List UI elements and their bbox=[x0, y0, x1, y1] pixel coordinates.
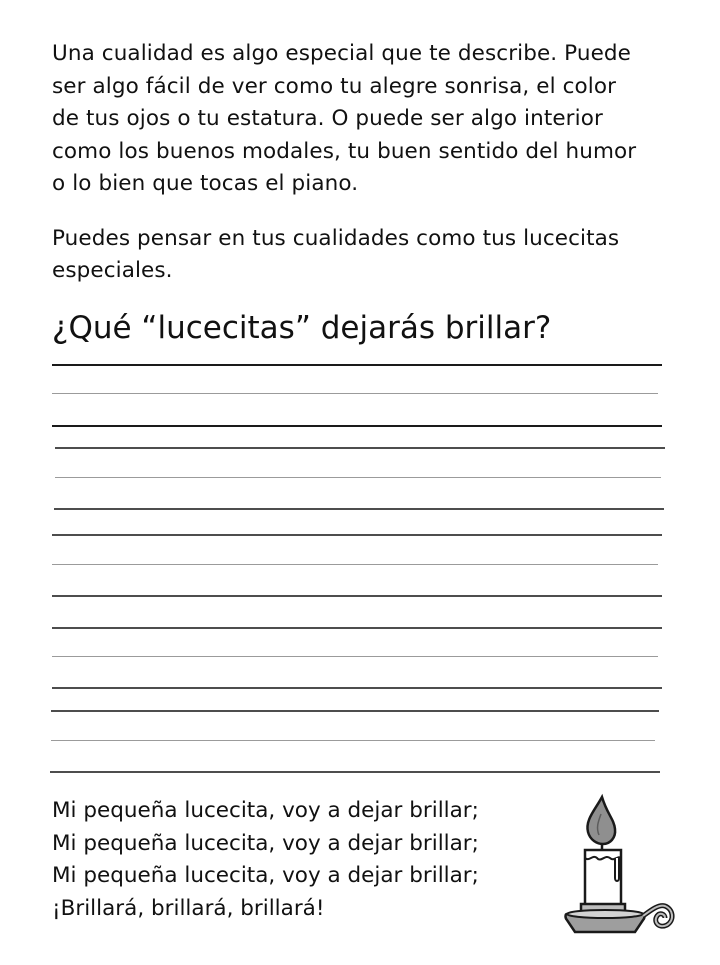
writing-line bbox=[55, 447, 665, 449]
writing-line bbox=[52, 425, 662, 427]
intro-line: ser algo fácil de ver como tu alegre sonrisa, el color bbox=[52, 73, 617, 99]
writing-line bbox=[52, 564, 658, 565]
intro-line: Puedes pensar en tus cualidades como tus lucecitas bbox=[52, 225, 620, 251]
writing-line bbox=[52, 393, 658, 394]
writing-line bbox=[52, 687, 662, 689]
question-heading: ¿Qué “lucecitas” dejarás brillar? bbox=[52, 310, 552, 346]
writing-line bbox=[54, 508, 664, 510]
intro-line: Una cualidad es algo especial que te describe. Puede bbox=[52, 41, 631, 66]
writing-line bbox=[52, 627, 662, 629]
poem-line: ¡Brillará, brillará, brillará! bbox=[52, 895, 325, 921]
poem-line: Mi pequeña lucecita, voy a dejar brillar; bbox=[52, 830, 479, 856]
writing-line bbox=[52, 364, 662, 366]
writing-line bbox=[52, 534, 662, 536]
writing-line bbox=[52, 656, 658, 657]
writing-line bbox=[55, 477, 661, 478]
intro-line: de tus ojos o tu estatura. O puede ser algo interior bbox=[52, 106, 603, 131]
poem-line: Mi pequeña lucecita, voy a dejar brillar; bbox=[52, 798, 479, 823]
writing-line bbox=[52, 595, 662, 597]
writing-line bbox=[51, 710, 659, 712]
intro-line: o lo bien que tocas el piano. bbox=[52, 171, 359, 196]
candle-icon bbox=[555, 792, 680, 942]
poem bbox=[52, 795, 479, 925]
intro-line: como los buenos modales, tu buen sentido del humor bbox=[52, 138, 637, 164]
poem-line: Mi pequeña lucecita, voy a dejar brillar; bbox=[52, 863, 479, 888]
writing-line bbox=[51, 740, 655, 741]
writing-line bbox=[50, 771, 660, 773]
intro-line: especiales. bbox=[52, 258, 173, 283]
